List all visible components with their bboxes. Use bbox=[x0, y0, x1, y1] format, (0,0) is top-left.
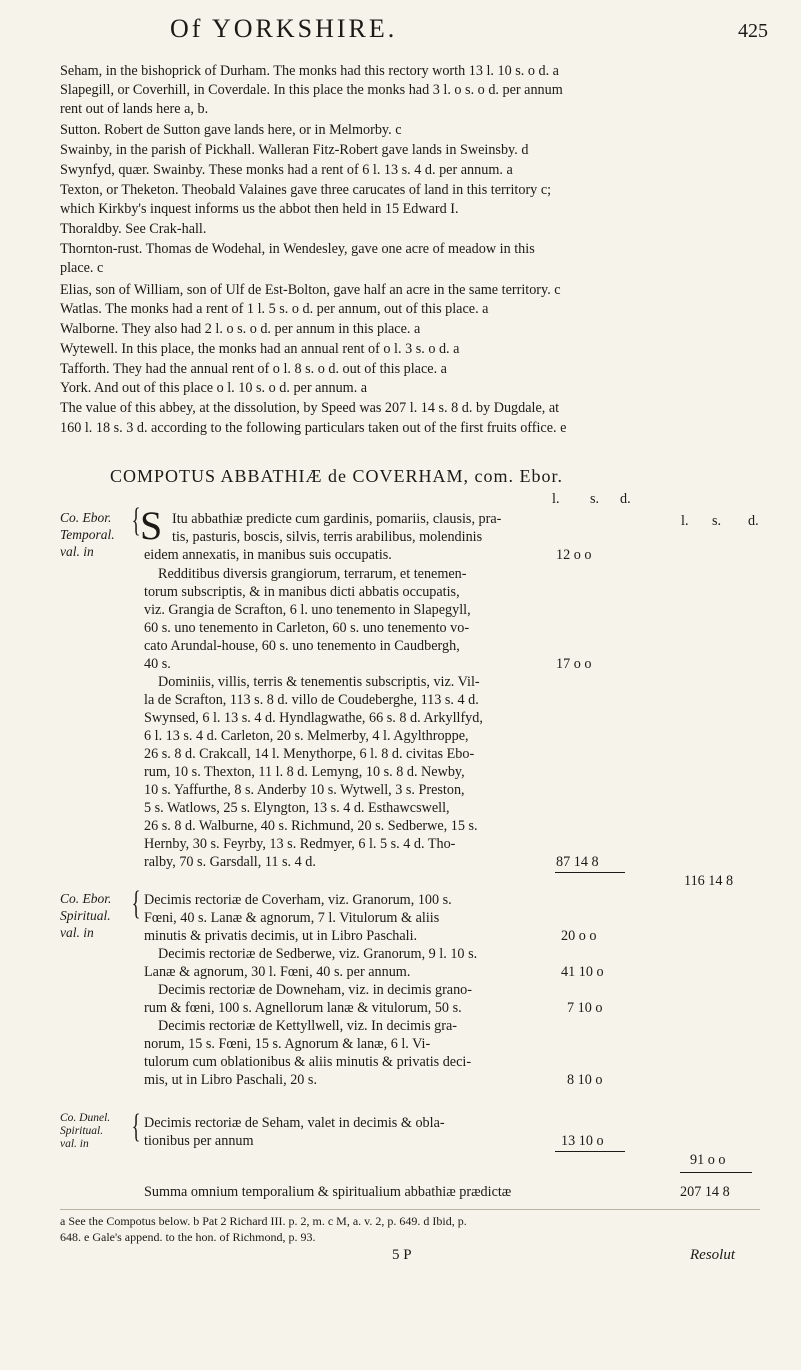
temporal-line: 26 s. 8 d. Crakcall, 14 l. Menythorpe, 6 l. 8 d. civitas Ebo- bbox=[144, 746, 475, 762]
dunel-line: Decimis rectoriæ de Seham, valet in decimis & obla- bbox=[144, 1115, 445, 1131]
running-header bbox=[0, 14, 801, 54]
spiritual-amount: 8 10 o bbox=[567, 1072, 603, 1088]
spiritual-line: tulorum cum oblationibus & aliis minutis & privatis deci- bbox=[144, 1054, 472, 1070]
intro-line: Seham, in the bishoprick of Durham. The monks had this rectory worth 13 l. 10 s. o d. a bbox=[60, 63, 559, 79]
drop-capital: S bbox=[140, 503, 163, 548]
brace-icon: { bbox=[131, 885, 141, 922]
dunel-line: tionibus per annum bbox=[144, 1133, 254, 1149]
intro-line: Thornton-rust. Thomas de Wodehal, in Wendesley, gave one acre of meadow in this bbox=[60, 241, 535, 257]
summa-line: Summa omnium temporalium & spiritualium abbathiæ prædictæ bbox=[144, 1184, 512, 1200]
intro-line: Elias, son of William, son of Ulf de Est-Bolton, gave half an acre in the same territory. c bbox=[60, 282, 561, 298]
temporal-line: 10 s. Yaffurthe, 8 s. Anderby 10 s. Wytwell, 3 s. Preston, bbox=[144, 782, 465, 798]
margin-spiritual: Spiritual. bbox=[60, 1125, 104, 1137]
col-head-s: s. bbox=[590, 491, 600, 507]
temporal-line: Hernby, 30 s. Feyrby, 13 s. Redmyer, 6 l. 5 s. 4 d. Tho- bbox=[144, 836, 456, 852]
temporal-line: 5 s. Watlows, 25 s. Elyngton, 13 s. 4 d. Esthawcswell, bbox=[144, 800, 450, 816]
page-title: Of YORKSHIRE. bbox=[170, 14, 398, 43]
temporal-line: torum subscriptis, & in manibus dicti abbatis occupatis, bbox=[144, 584, 460, 600]
temporal-line: 26 s. 8 d. Walburne, 40 s. Richmund, 20 s. Sedberwe, 15 s. bbox=[144, 818, 478, 834]
margin-val: val. in bbox=[60, 1138, 89, 1150]
spiritual-line: Decimis rectoriæ de Sedberwe, viz. Granorum, 9 l. 10 s. bbox=[158, 946, 478, 962]
intro-line: rent out of lands here a, b. bbox=[60, 101, 209, 117]
spiritual-line: norum, 15 s. Fœni, 15 s. Agnorum & lanæ, 6 l. Vi- bbox=[144, 1036, 431, 1052]
intro-line: 160 l. 18 s. 3 d. according to the following particulars taken out of the first fruits office. e bbox=[60, 420, 567, 436]
signature-mark: 5 P bbox=[392, 1247, 412, 1263]
spiritual-line: rum & fœni, 100 s. Agnellorum lanæ & vitulorum, 50 s. bbox=[144, 1000, 462, 1016]
spiritual-line: mis, ut in Libro Paschali, 20 s. bbox=[144, 1072, 318, 1088]
dunel-amount: 13 10 o bbox=[561, 1133, 604, 1149]
temporal-line: la de Scrafton, 113 s. 8 d. villo de Coudeberghe, 113 s. 4 d. bbox=[144, 692, 479, 708]
spiritual-amount: 20 o o bbox=[561, 928, 597, 944]
margin-county: Co. Ebor. bbox=[60, 891, 112, 906]
spiritual-line: Decimis rectoriæ de Kettyllwell, viz. In decimis gra- bbox=[158, 1018, 458, 1034]
margin-county: Co. Dunel. bbox=[60, 1112, 111, 1124]
temporal-line: eidem annexatis, in manibus suis occupatis. bbox=[144, 547, 392, 563]
total-rule bbox=[680, 1172, 752, 1173]
intro-line: which Kirkby's inquest informs us the abbot then held in 15 Edward I. bbox=[60, 201, 459, 217]
intro-line: Slapegill, or Coverhill, in Coverdale. In this place the monks had 3 l. o s. o d. per annum bbox=[60, 82, 563, 98]
footnote-line: 648. e Gale's append. to the hon. of Richmond, p. 93. bbox=[60, 1230, 316, 1244]
intro-line: Walborne. They also had 2 l. o s. o d. per annum in this place. a bbox=[60, 321, 421, 337]
temporal-line: Redditibus diversis grangiorum, terrarum, et tenemen- bbox=[158, 566, 467, 582]
temporal-amount: 12 o o bbox=[556, 547, 592, 563]
spiritual-line: Decimis rectoriæ de Downeham, viz. in decimis grano- bbox=[158, 982, 473, 998]
subtotal-rule bbox=[555, 1151, 625, 1152]
intro-line: Texton, or Theketon. Theobald Valaines gave three carucates of land in this territory c; bbox=[60, 182, 552, 198]
intro-line: Sutton. Robert de Sutton gave lands here, or in Melmorby. c bbox=[60, 122, 402, 138]
temporal-line: viz. Grangia de Scrafton, 6 l. uno tenemento in Slapegyll, bbox=[144, 602, 471, 618]
temporal-line: ralby, 70 s. Garsdall, 11 s. 4 d. bbox=[144, 854, 316, 870]
brace-icon: { bbox=[131, 1108, 141, 1145]
margin-spiritual: Spiritual. bbox=[60, 908, 111, 923]
temporal-line: Dominiis, villis, terris & tenementis subscriptis, viz. Vil- bbox=[158, 674, 480, 690]
footnote-line: a See the Compotus below. b Pat 2 Richard III. p. 2, m. c M, a. v. 2, p. 649. d Ibid, p. bbox=[60, 1214, 467, 1228]
intro-line: The value of this abbey, at the dissolution, by Speed was 207 l. 14 s. 8 d. by Dugdale, at bbox=[60, 400, 560, 416]
intro-line: place. c bbox=[60, 260, 104, 276]
intro-line: Watlas. The monks had a rent of 1 l. 5 s. o d. per annum, out of this place. a bbox=[60, 301, 489, 317]
temporal-amount: 17 o o bbox=[556, 656, 592, 672]
spiritual-amount: 7 10 o bbox=[567, 1000, 603, 1016]
page-number: 425 bbox=[738, 20, 768, 42]
temporal-line: rum, 10 s. Thexton, 11 l. 8 d. Lemyng, 10 s. 8 d. Newby, bbox=[144, 764, 465, 780]
spiritual-line: Decimis rectoriæ de Coverham, viz. Granorum, 100 s. bbox=[144, 892, 452, 908]
intro-line: Swainby, in the parish of Pickhall. Walleran Fitz-Robert gave lands in Sweinsby. d bbox=[60, 142, 529, 158]
temporal-line: tis, pasturis, boscis, silvis, terris arabilibus, molendinis bbox=[172, 529, 483, 545]
temporal-line: cato Arundal-house, 60 s. uno tenemento in Caudbergh, bbox=[144, 638, 460, 654]
col-head-s: s. bbox=[712, 513, 722, 529]
temporal-line: Swynsed, 6 l. 13 s. 4 d. Hyndlagwathe, 66 s. 8 d. Arkyllfyd, bbox=[144, 710, 483, 726]
spiritual-line: minutis & privatis decimis, ut in Libro Paschali. bbox=[144, 928, 418, 944]
compotus-heading: COMPOTUS ABBATHIÆ de COVERHAM, com. Ebor. bbox=[110, 466, 564, 486]
spiritual-line: Fœni, 40 s. Lanæ & agnorum, 7 l. Vitulorum & aliis bbox=[144, 910, 440, 926]
temporal-total: 116 14 8 bbox=[684, 873, 734, 889]
temporal-line: Itu abbathiæ predicte cum gardinis, pomariis, clausis, pra- bbox=[172, 511, 502, 527]
temporal-line: 60 s. uno tenemento in Carleton, 60 s. uno tenemento vo- bbox=[144, 620, 470, 636]
catchword: Resolut bbox=[690, 1247, 735, 1263]
intro-line: York. And out of this place o l. 10 s. o d. per annum. a bbox=[60, 380, 368, 396]
temporal-line: 6 l. 13 s. 4 d. Carleton, 20 s. Melmerby, 4 l. Agylthroppe, bbox=[144, 728, 469, 744]
temporal-amount: 87 14 8 bbox=[556, 854, 599, 870]
intro-line: Thoraldby. See Crak-hall. bbox=[60, 221, 207, 237]
footnote-rule bbox=[60, 1209, 760, 1210]
col-head-l: l. bbox=[552, 491, 560, 507]
intro-line: Tafforth. They had the annual rent of o l. 8 s. o d. out of this place. a bbox=[60, 361, 447, 377]
grand-total: 207 14 8 bbox=[680, 1184, 730, 1200]
margin-val: val. in bbox=[60, 925, 94, 940]
intro-line: Wytewell. In this place, the monks had an annual rent of o l. 3 s. o d. a bbox=[60, 341, 460, 357]
margin-county: Co. Ebor. bbox=[60, 510, 112, 525]
spiritual-total: 91 o o bbox=[690, 1152, 726, 1168]
col-head-d: d. bbox=[748, 513, 759, 529]
brace-icon: { bbox=[131, 502, 141, 539]
col-head-d: d. bbox=[620, 491, 631, 507]
subtotal-rule bbox=[555, 872, 625, 873]
spiritual-line: Lanæ & agnorum, 30 l. Fœni, 40 s. per annum. bbox=[144, 964, 411, 980]
col-head-l: l. bbox=[681, 513, 689, 529]
intro-line: Swynfyd, quær. Swainby. These monks had a rent of 6 l. 13 s. 4 d. per annum. a bbox=[60, 162, 513, 178]
margin-temporal: Temporal. bbox=[60, 527, 115, 542]
spiritual-amount: 41 10 o bbox=[561, 964, 604, 980]
temporal-line: 40 s. bbox=[144, 656, 171, 672]
margin-val: val. in bbox=[60, 544, 94, 559]
